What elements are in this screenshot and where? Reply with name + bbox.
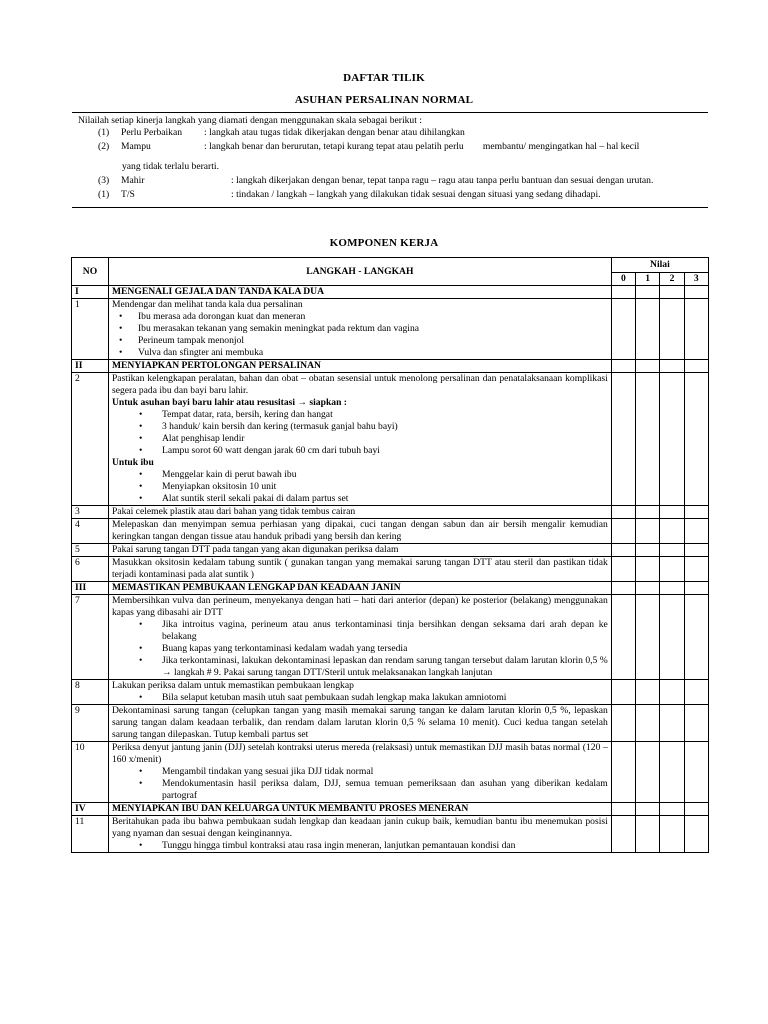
step-number: 7 [72,595,109,680]
checklist-table [71,257,709,853]
score-cell[interactable] [636,544,660,557]
score-cell[interactable] [636,557,660,582]
step-subheading: Untuk asuhan bayi baru lahir atau resusitasi → siapkan : [111,397,348,408]
step-number: 1 [72,299,109,360]
scale-item-description: : langkah atau tugas tidak dikerjakan dengan benar atau dihilangkan [204,127,465,138]
step-bullet: • Vulva dan sfingter ani membuka [138,347,608,359]
step-text: Lakukan periksa dalam untuk memastikan pembukaan lengkap [111,680,354,691]
scale-item-number: (1) [98,127,110,138]
scale-item-term: Mahir [121,175,145,186]
score-cell[interactable] [684,544,708,557]
section-heading: MENGENALI GEJALA DAN TANDA KALA DUA [108,286,611,299]
score-cell[interactable] [684,595,708,680]
score-cell[interactable] [611,595,635,680]
score-cell[interactable] [636,519,660,544]
step-bullet: • Tunggu hingga timbul kontraksi atau rasa ingin meneran, lanjutkan pemantauan kondisi dan [162,840,608,852]
score-cell[interactable] [611,742,635,803]
score-cell[interactable] [636,373,660,506]
step-description [108,557,611,582]
step-bullet: • Perineum tampak menonjol [138,335,608,347]
rating-scale-intro: Nilailah setiap kinerja langkah yang diamati dengan menggunakan skala sebagai berikut : [78,115,422,126]
score-column-0: 0 [611,273,635,286]
score-cell[interactable] [611,816,635,853]
scale-item-term: Perlu Perbaikan [121,127,183,138]
step-description [108,742,611,803]
score-cell[interactable] [636,705,660,742]
section-row [72,360,709,373]
step-text: Pakai sarung tangan DTT pada tangan yang akan digunakan periksa dalam [111,544,399,555]
step-number: 2 [72,373,109,506]
score-cell[interactable] [611,373,635,506]
score-cell[interactable] [611,299,635,360]
score-cell[interactable] [636,299,660,360]
step-number: 9 [72,705,109,742]
step-bullet: • Ibu merasakan tekanan yang semakin meningkat pada rektum dan vagina [138,323,608,335]
document-title: DAFTAR TILIK [343,72,425,84]
step-description [108,705,611,742]
table-row [72,506,709,519]
step-description [108,299,611,360]
step-bullet: • Tempat datar, rata, bersih, kering dan hangat [162,409,608,421]
scale-item-number: (3) [98,175,110,186]
score-cell[interactable] [684,373,708,506]
step-description [108,680,611,705]
table-row [72,299,709,360]
score-cell[interactable] [684,299,708,360]
step-text: Dekontaminasi sarung tangan (celupkan tangan yang masih memakai sarung tangan ke dalam larutan klorin 0,5 %, lepaskan sarung tangan dalam keadaan terbalik, dan rendam dalam larutan klorin 0,5 % selama 10 menit). Cuci kedua tangan setelah sarung tangan dilepaskan. Tutup kembali partus set [111,705,608,740]
step-number: 3 [72,506,109,519]
score-cell[interactable] [660,519,684,544]
step-bullet: • Bila selaput ketuban masih utuh saat pembukaan sudah lengkap maka lakukan amniotomi [162,692,608,704]
step-number: 10 [72,742,109,803]
column-header-score: Nilai [611,258,708,273]
rating-scale-box [72,112,708,208]
section-row [72,286,709,299]
step-bullet: • Jika terkontaminasi, lakukan dekontaminasi lepaskan dan rendam sarung tangan tersebut dalam larutan klorin 0,5 % → langkah # 9. Pakai sarung tangan DTT/Steril untuk melaksanakan langkah lanjutan [162,655,608,679]
scale-item-number: (1) [98,189,110,200]
section-heading: MENYIAPKAN IBU DAN KELUARGA UNTUK MEMBANTU PROSES MENERAN [108,803,611,816]
score-cell[interactable] [636,595,660,680]
score-cell[interactable] [660,595,684,680]
score-cell[interactable] [660,705,684,742]
table-row [72,816,709,853]
section-number: I [72,286,109,299]
score-cell[interactable] [660,557,684,582]
score-cell[interactable] [660,544,684,557]
section-number: III [72,582,109,595]
score-cell[interactable] [636,680,660,705]
score-cell[interactable] [636,506,660,519]
step-number: 5 [72,544,109,557]
step-bullet: • Alat suntik steril sekali pakai di dalam partus set [162,493,608,505]
score-cell[interactable] [660,680,684,705]
section-row [72,803,709,816]
section-number: IV [72,803,109,816]
scale-item-description: : langkah benar dan berurutan, tetapi kurang tepat atau pelatih perlu membantu/ mengingatkan hal – hal kecil [204,141,640,152]
score-cell[interactable] [660,816,684,853]
step-bullet: • 3 handuk/ kain bersih dan kering (termasuk ganjal bahu bayi) [162,421,608,433]
step-text: Melepaskan dan menyimpan semua perhiasan yang dipakai, cuci tangan dengan sabun dan air bersih mengalir kemudian keringkan tangan dengan tissue atau handuk pribadi yang bersih dan kering [111,519,608,542]
table-row [72,373,709,506]
section-title: KOMPONEN KERJA [329,237,439,249]
step-subheading: Untuk ibu [111,457,154,468]
score-cell[interactable] [636,742,660,803]
table-row [72,742,709,803]
step-bullet: • Lampu sorot 60 watt dengan jarak 60 cm dari tubuh bayi [162,445,608,457]
step-text: Pastikan kelengkapan peralatan, bahan dan obat – obatan sesensial untuk menolong persalinan dan penatalaksanaan komplikasi segera pada ibu dan bayi baru lahir. [111,373,608,396]
score-cell[interactable] [684,506,708,519]
step-bullet: • Jika introitus vagina, perineum atau anus terkontaminasi tinja bersihkan dengan seksama dari arah depan ke belakang [162,619,608,643]
score-cell[interactable] [611,506,635,519]
score-cell[interactable] [684,742,708,803]
scale-item-term: T/S [121,189,135,200]
score-column-2: 2 [660,273,684,286]
column-header-no: NO [72,258,109,286]
score-cell[interactable] [611,705,635,742]
step-text: Masukkan oksitosin kedalam tabung suntik ( gunakan tangan yang memakai sarung tangan DTT atau steril dan pastikan tidak terjadi kontaminasi pada alat suntik ) [111,557,608,580]
score-column-3: 3 [684,273,708,286]
document-subtitle: ASUHAN PERSALINAN NORMAL [294,94,474,106]
score-cell[interactable] [611,557,635,582]
score-cell[interactable] [660,506,684,519]
step-bullet: • Menggelar kain di perut bawah ibu [162,469,608,481]
score-cell[interactable] [660,373,684,506]
scale-item-term: Mampu [121,141,151,152]
step-number: 8 [72,680,109,705]
score-column-1: 1 [636,273,660,286]
step-text: Membersihkan vulva dan perineum, menyekanya dengan hati – hati dari anterior (depan) ke posterior (belakang) menggunakan kapas yang dibasahi air DTT [111,595,608,618]
step-number: 11 [72,816,109,853]
step-text: Pakai celemek plastik atau dari bahan yang tidak tembus cairan [111,506,356,517]
section-row [72,582,709,595]
section-heading: MENYIAPKAN PERTOLONGAN PERSALINAN [108,360,611,373]
score-cell[interactable] [684,705,708,742]
scale-item-number: (2) [98,141,110,152]
table-row [72,595,709,680]
step-bullet: • Alat penghisap lendir [162,433,608,445]
step-text: Mendengar dan melihat tanda kala dua persalinan [111,299,303,310]
score-cell[interactable] [611,544,635,557]
step-description [108,519,611,544]
scale-item-continuation: yang tidak terlalu berarti. [122,161,219,172]
step-bullet: • Mengambil tindakan yang sesuai jika DJJ tidak normal [162,766,608,778]
step-number: 6 [72,557,109,582]
step-text: Periksa denyut jantung janin (DJJ) setelah kontraksi uterus mereda (relaksasi) untuk memastikan DJJ masih batas normal (120 – 160 x/menit) [111,742,608,765]
section-heading: MEMASTIKAN PEMBUKAAN LENGKAP DAN KEADAAN JANIN [108,582,611,595]
score-cell[interactable] [684,519,708,544]
table-row [72,519,709,544]
table-row [72,557,709,582]
score-cell[interactable] [611,680,635,705]
score-cell[interactable] [684,680,708,705]
score-cell[interactable] [660,742,684,803]
step-description [108,816,611,853]
score-cell[interactable] [636,816,660,853]
scale-item-description: : tindakan / langkah – langkah yang dilakukan tidak sesuai dengan situasi yang sedang dihadapi. [231,189,601,200]
score-cell[interactable] [611,519,635,544]
step-text: Beritahukan pada ibu bahwa pembukaan sudah lengkap dan keadaan janin cukup baik, kemudian bantu ibu menemukan posisi yang nyaman dan sesuai dengan keinginannya. [111,816,608,839]
step-description [108,506,611,519]
step-bullet: • Ibu merasa ada dorongan kuat dan meneran [138,311,608,323]
table-row [72,544,709,557]
step-description [108,544,611,557]
score-cell[interactable] [660,299,684,360]
table-row [72,705,709,742]
step-description [108,595,611,680]
score-cell[interactable] [684,816,708,853]
score-cell[interactable] [684,557,708,582]
step-bullet: • Buang kapas yang terkontaminasi kedalam wadah yang tersedia [162,643,608,655]
section-number: II [72,360,109,373]
table-row [72,680,709,705]
step-number: 4 [72,519,109,544]
step-bullet: • Mendokumentasin hasil periksa dalam, DJJ, semua temuan pemeriksaan dan asuhan yang diberikan kedalam partograf [162,778,608,802]
step-description [108,373,611,506]
step-bullet: • Menyiapkan oksitosin 10 unit [162,481,608,493]
column-header-steps: LANGKAH - LANGKAH [108,258,611,286]
scale-item-description: : langkah dikerjakan dengan benar, tepat tanpa ragu – ragu atau tanpa perlu bantuan dan sesuai dengan urutan. [231,175,654,186]
